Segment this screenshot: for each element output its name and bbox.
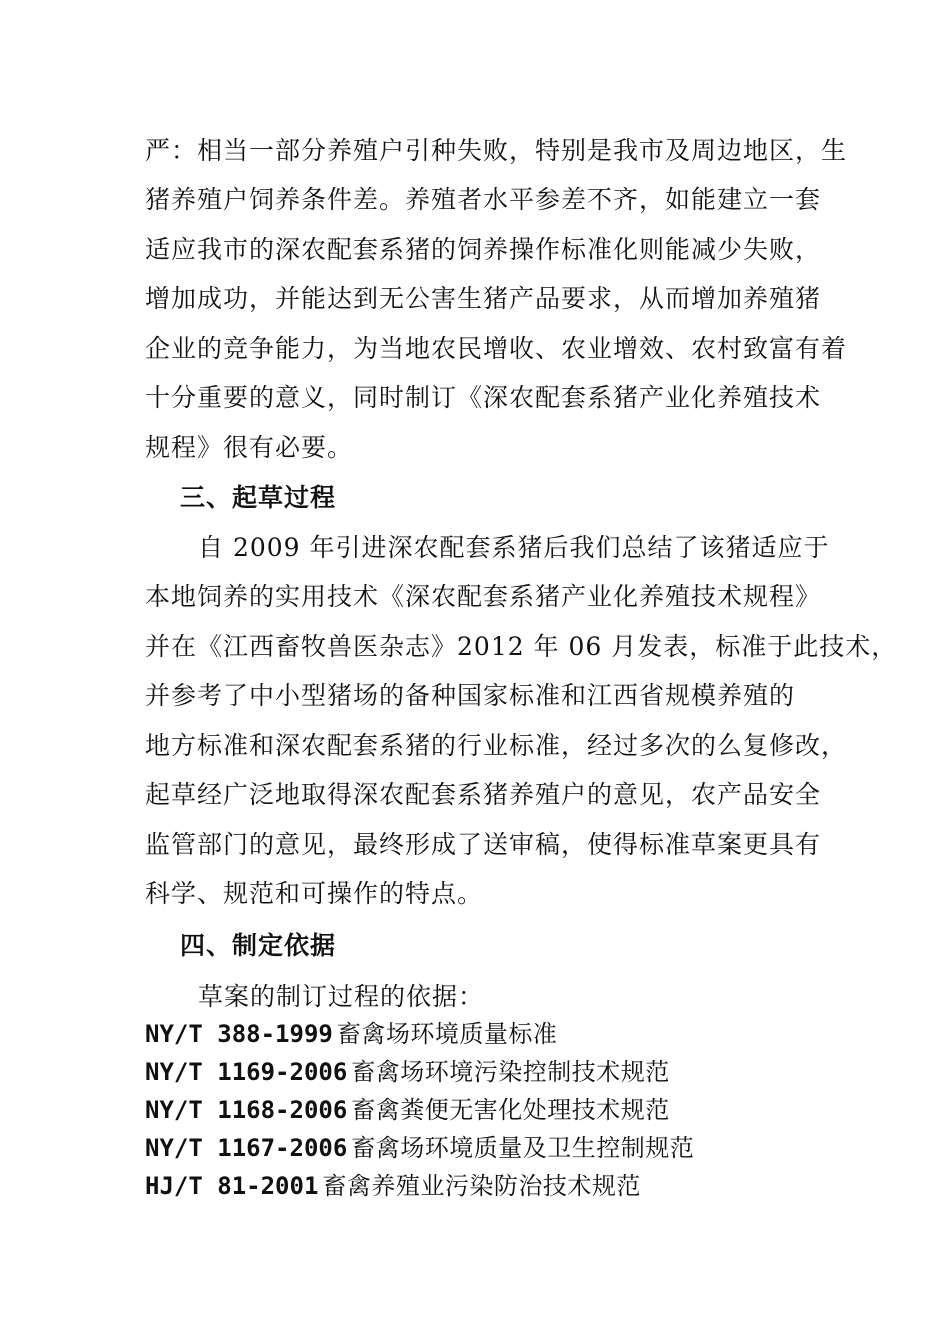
paragraph-line: 本地饲养的实用技术《深农配套系猪产业化养殖技术规程》 <box>145 582 822 611</box>
paragraph-line: 起草经广泛地取得深农配套系猪养殖户的意见，农产品安全 <box>145 780 822 809</box>
paragraph-line: 规程》很有必要。 <box>145 433 354 462</box>
section-heading-basis: 四、制定依据 <box>180 931 337 960</box>
paragraph-line: 增加成功，并能达到无公害生猪产品要求，从而增加养殖猪 <box>145 284 822 313</box>
paragraph-line: 科学、规范和可操作的特点。 <box>145 879 484 908</box>
paragraph-line: 并参考了中小型猪场的备种国家标准和江西省规模养殖的 <box>145 681 796 710</box>
standard-item <box>145 1131 845 1165</box>
standard-item <box>145 1093 845 1127</box>
standard-title: 畜禽场环境污染控制技术规范 <box>351 1058 670 1086</box>
paragraph-line: 地方标准和深农配套系猪的行业标准，经过多次的么复修改， <box>145 731 848 760</box>
paragraph-line: 监管部门的意见，最终形成了送审稿，使得标准草案更具有 <box>145 830 822 859</box>
paragraph-line: 猪养殖户饲养条件差。养殖者水平参差不齐，如能建立一套 <box>145 185 822 214</box>
standard-item <box>145 1169 845 1203</box>
paragraph-line: 适应我市的深农配套系猪的饲养操作标准化则能减少失败， <box>145 235 822 264</box>
standard-title: 畜禽场环境质量及卫生控制规范 <box>351 1134 695 1162</box>
standard-title: 畜禽粪便无害化处理技术规范 <box>351 1096 670 1124</box>
standard-title: 畜禽场环境质量标准 <box>336 1020 558 1048</box>
basis-intro: 草案的制订过程的依据： <box>198 982 485 1011</box>
paragraph-line: 企业的竞争能力，为当地农民增收、农业增效、农村致富有着 <box>145 334 848 363</box>
paragraph-line: 并在《江西畜牧兽医杂志》2012 年 06 月发表，标准于此技术， <box>145 632 898 661</box>
section-heading-drafting-process: 三、起草过程 <box>180 483 337 512</box>
paragraph-line: 十分重要的意义，同时制订《深农配套系猪产业化养殖技术 <box>145 383 822 412</box>
standard-item <box>145 1055 845 1089</box>
standard-code: NY/T 1167-2006 <box>145 1134 348 1162</box>
standard-code: NY/T 388-1999 <box>145 1020 333 1048</box>
standard-code: HJ/T 81-2001 <box>145 1172 319 1200</box>
standard-code: NY/T 1169-2006 <box>145 1058 348 1086</box>
paragraph-line: 严：相当一部分养殖户引种失败，特别是我市及周边地区，生 <box>145 136 848 165</box>
standard-item <box>145 1017 845 1051</box>
paragraph-line: 自 2009 年引进深农配套系猪后我们总结了该猪适应于 <box>198 533 830 562</box>
standard-code: NY/T 1168-2006 <box>145 1096 348 1124</box>
standard-title: 畜禽养殖业污染防治技术规范 <box>322 1172 641 1200</box>
